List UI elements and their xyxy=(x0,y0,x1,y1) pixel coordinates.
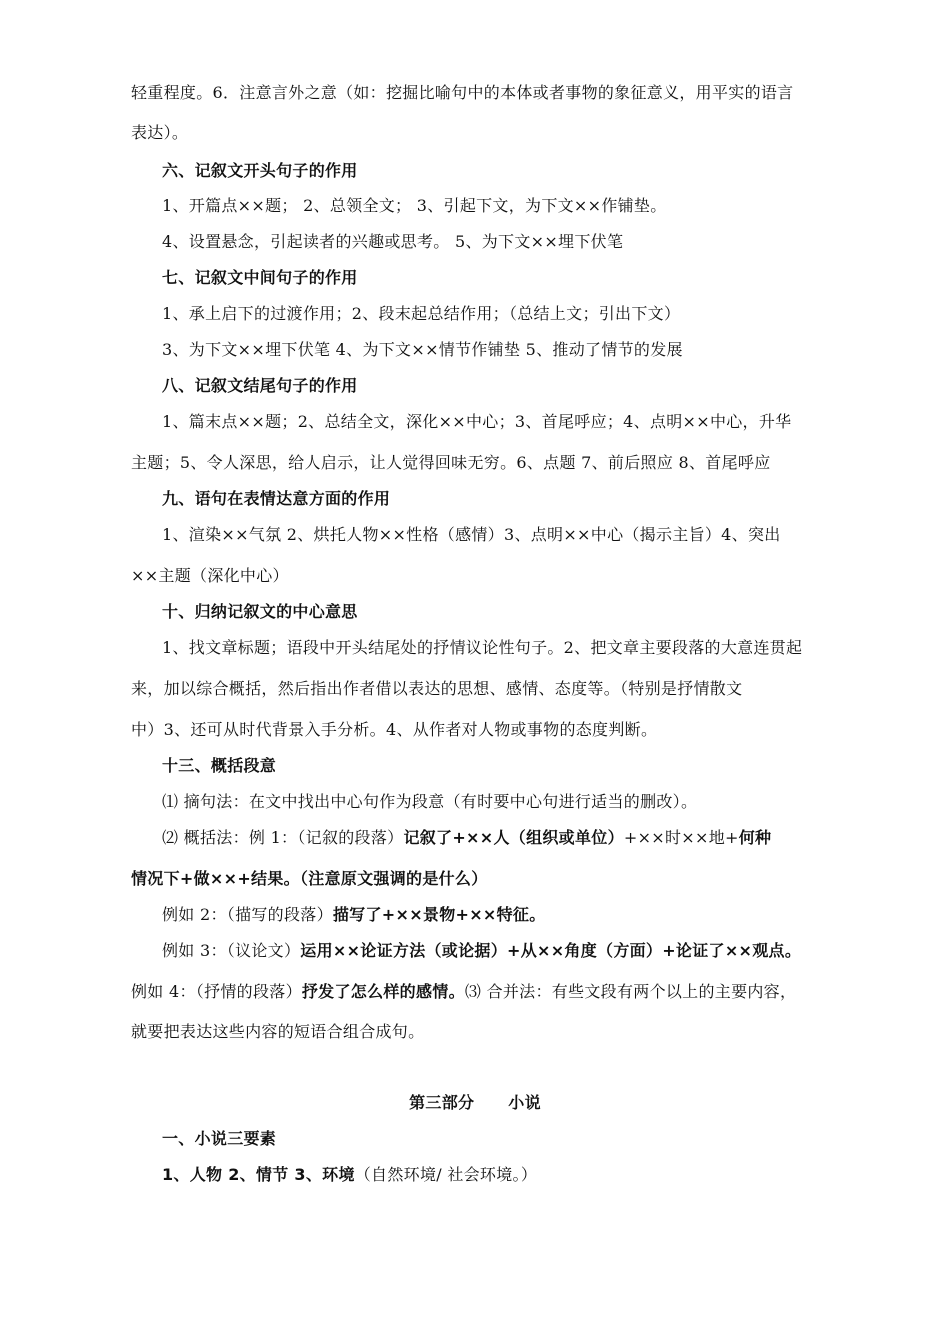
paragraph-line: ⑴ 摘句法：在文中找出中心句作为段意（有时要中心句进行适当的删改）。 xyxy=(162,792,698,811)
paragraph-line xyxy=(162,1164,820,1186)
paragraph-line: ××主题（深化中心） xyxy=(131,566,289,585)
paragraph-line: 3、为下文××埋下伏笔 4、为下文××情节作铺垫 5、推动了情节的发展 xyxy=(162,340,683,359)
section-heading-10: 十、归纳记叙文的中心意思 xyxy=(162,602,358,621)
paragraph-line: 1、开篇点××题； 2、总领全文； 3、引起下文，为下文××作铺垫。 xyxy=(162,196,667,215)
text-run: ⑶ 合并法：有些文段有两个以上的主要内容， xyxy=(464,982,797,1001)
paragraph-line xyxy=(131,981,820,1003)
bold-run: 1、人物 2、情节 3、环境 xyxy=(162,1165,355,1184)
text-run: ⑵ 概括法：例 1：（记叙的段落） xyxy=(162,828,404,847)
paragraph-line: 1、渲染××气氛 2、烘托人物××性格（感情）3、点明××中心（揭示主旨）4、突出 xyxy=(162,525,781,544)
text-run: 例如 2：（描写的段落） xyxy=(162,905,333,924)
section-heading-8: 八、记叙文结尾句子的作用 xyxy=(162,376,358,395)
paragraph-line xyxy=(162,940,820,962)
paragraph-line: 轻重程度。6．注意言外之意（如：挖掘比喻句中的本体或者事物的象征意义，用平实的语言 xyxy=(131,83,794,102)
text-run: 例如 3：（议论文） xyxy=(162,941,301,960)
section-heading-6: 六、记叙文开头句子的作用 xyxy=(162,161,358,180)
bold-paragraph-line: 情况下+做××+结果。（注意原文强调的是什么） xyxy=(131,869,488,888)
bold-run: 抒发了怎么样的感情。 xyxy=(301,982,465,1001)
part-title-number: 第三部分 xyxy=(409,1093,475,1112)
section-heading-7: 七、记叙文中间句子的作用 xyxy=(162,268,358,287)
bold-run: 运用××论证方法（或论据）+从××角度（方面）+论证了××观点。 xyxy=(300,941,802,960)
paragraph-line: 主题；5、令人深思，给人启示，让人觉得回味无穷。6、点题 7、前后照应 8、首尾呼应 xyxy=(131,453,771,472)
paragraph-line xyxy=(162,904,820,926)
paragraph-line: 就要把表达这些内容的短语合组合成句。 xyxy=(131,1022,425,1041)
paragraph-line: 表达）。 xyxy=(131,123,189,142)
text-run: 例如 4：（抒情的段落） xyxy=(131,982,302,1001)
section-heading-13: 十三、概括段意 xyxy=(162,756,277,775)
section-heading-9: 九、语句在表情达意方面的作用 xyxy=(162,489,391,508)
paragraph-line: 1、承上启下的过渡作用；2、段末起总结作用；（总结上文；引出下文） xyxy=(162,304,681,323)
text-run: +××时××地+ xyxy=(623,828,739,847)
bold-run: 记叙了+××人（组织或单位） xyxy=(403,828,624,847)
bold-run: 何种 xyxy=(738,828,772,847)
part-title-name: 小说 xyxy=(508,1093,541,1112)
text-run: （自然环境/ 社会环境。） xyxy=(354,1165,538,1184)
paragraph-line: 1、篇末点××题；2、总结全文，深化××中心；3、首尾呼应；4、点明××中心，升华 xyxy=(162,412,792,431)
paragraph-line: 4、设置悬念，引起读者的兴趣或思考。 5、为下文××埋下伏笔 xyxy=(162,232,624,251)
part-title xyxy=(0,1092,950,1114)
section-heading-novel-1: 一、小说三要素 xyxy=(162,1129,277,1148)
paragraph-line: 来，加以综合概括，然后指出作者借以表达的思想、感情、态度等。（特别是抒情散文 xyxy=(131,679,743,698)
paragraph-line: 1、找文章标题；语段中开头结尾处的抒情议论性句子。2、把文章主要段落的大意连贯起 xyxy=(162,638,803,657)
paragraph-line xyxy=(162,827,820,849)
paragraph-line: 中）3、还可从时代背景入手分析。4、从作者对人物或事物的态度判断。 xyxy=(131,720,658,739)
bold-run: 描写了+××景物+××特征。 xyxy=(332,905,546,924)
